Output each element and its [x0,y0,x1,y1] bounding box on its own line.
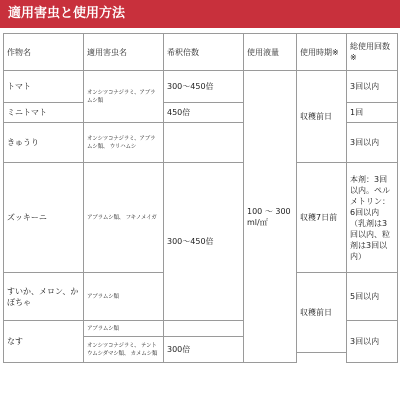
header-pest: 適用害虫名 [84,34,164,71]
volume-cell: 100 ～ 300 ml/㎡ [244,71,297,363]
usage-table [3,33,398,363]
dilution-cell: 300倍 [164,337,244,363]
timing-cell: 収穫7日前 [297,163,347,273]
table-row [4,163,398,273]
header-timing: 使用時期※ [297,34,347,71]
pest-cell: オンシツコナジラミ、アブラムシ類、 ウリハムシ [84,123,164,163]
pest-cell: オンシツコナジラミ、 テントウムシダマシ類、 カメムシ類 [84,337,164,363]
total-cell: 3回以内 [347,321,398,363]
pest-cell: アブラムシ類 [84,321,164,337]
crop-cell: トマト [4,71,84,103]
dilution-cell [164,123,244,163]
dilution-cell [164,321,244,337]
dilution-cell: 300～450倍 [164,163,244,321]
total-cell: 5回以内 [347,273,398,321]
header-volume: 使用液量 [244,34,297,71]
total-cell: 3回以内 [347,71,398,103]
pest-cell: アブラムシ類 [84,273,164,321]
table-header-row [4,34,398,71]
timing-cell: 収穫前日 [297,71,347,163]
dilution-cell: 300～450倍 [164,71,244,103]
table-row [4,71,398,103]
header-dilution: 希釈倍数 [164,34,244,71]
total-cell: 本剤：3回以内。ペルメトリン：6回以内（乳剤は3回以内、粒剤は3回以内） [347,163,398,273]
pest-cell: オンシツコナジラミ、アブラムシ類 [84,71,164,123]
crop-cell: ミニトマト [4,103,84,123]
timing-cell: 収穫前日 [297,273,347,353]
crop-cell: ズッキーニ [4,163,84,273]
dilution-cell: 450倍 [164,103,244,123]
total-cell: 3回以内 [347,123,398,163]
pest-cell: アブラムシ類、 フキノメイガ [84,163,164,273]
crop-cell: すいか、メロン、かぼちゃ [4,273,84,321]
total-cell: 1回 [347,103,398,123]
crop-cell: なす [4,321,84,363]
header-total: 総使用回数※ [347,34,398,71]
crop-cell: きゅうり [4,123,84,163]
page-title: 適用害虫と使用方法 [0,0,400,28]
header-crop: 作物名 [4,34,84,71]
